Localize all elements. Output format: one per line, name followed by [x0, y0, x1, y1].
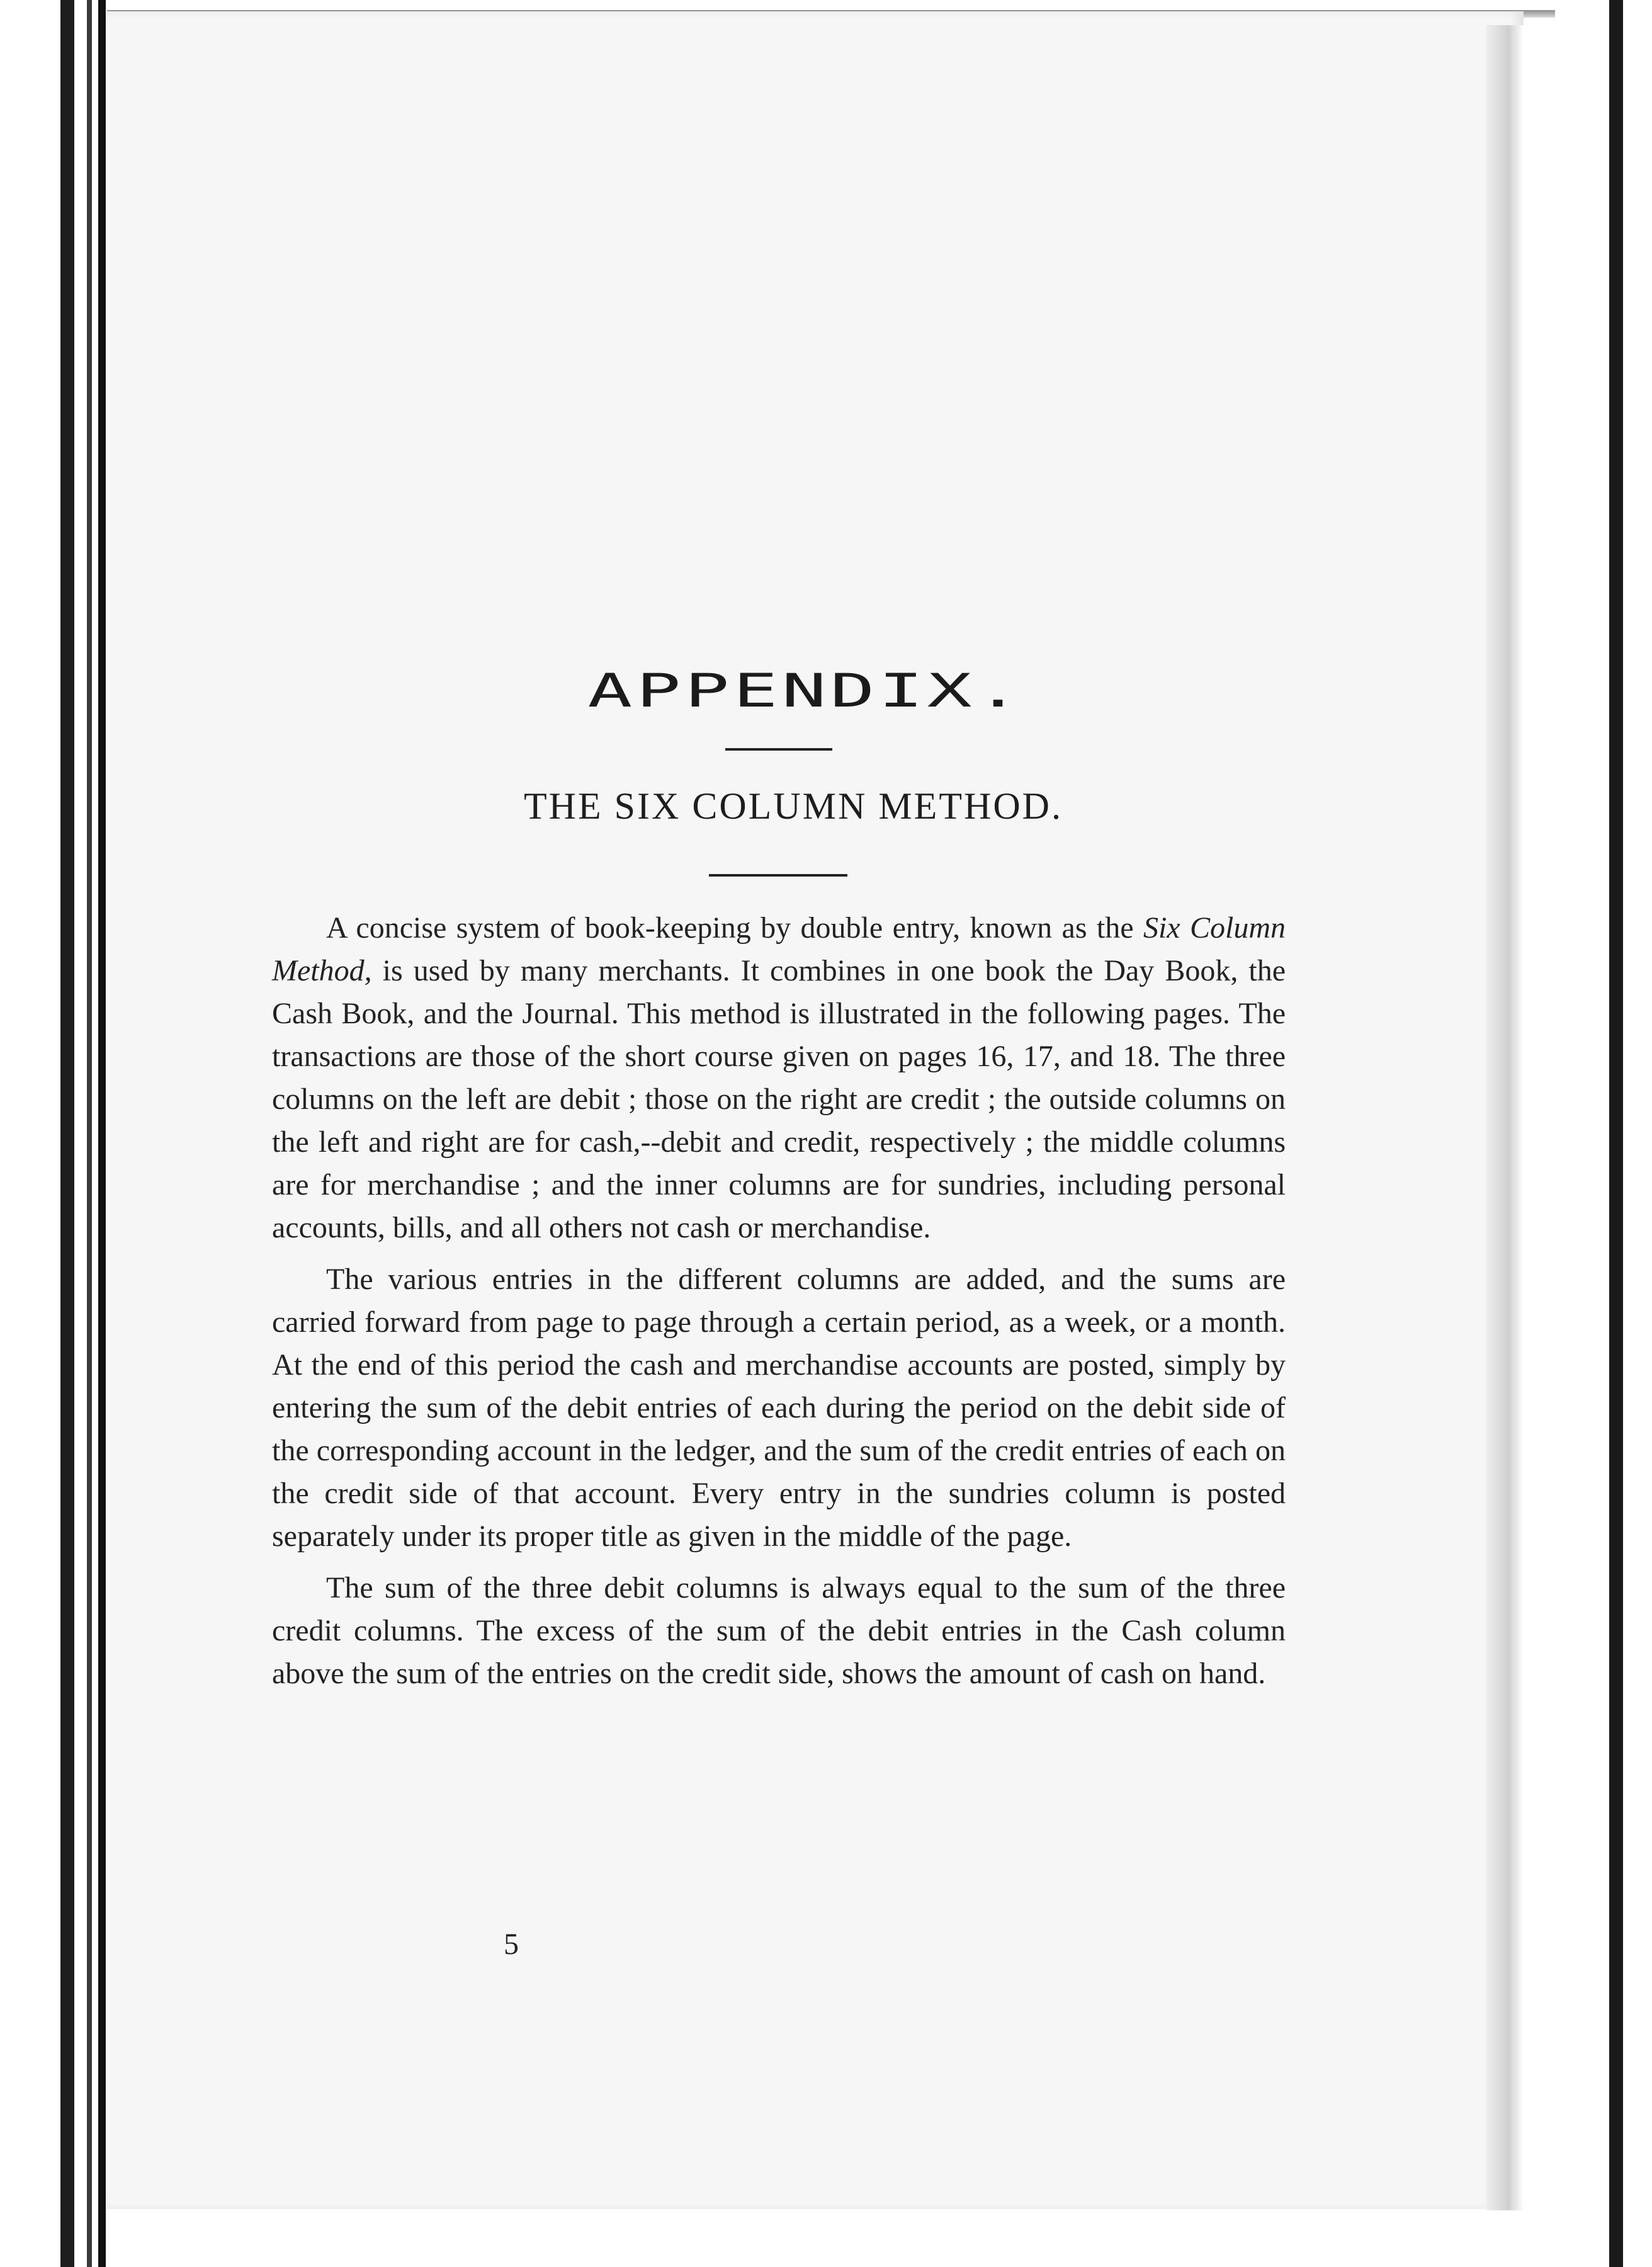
page-right-edge — [1486, 25, 1524, 2210]
binding-stripe — [60, 0, 74, 2267]
paragraph-1-lead: A concise system of book-keeping by double entry, known as the — [326, 911, 1134, 945]
title-rule — [725, 748, 832, 751]
paragraph-2: The various entries in the different columns are added, and the sums are carried forward from page to page through a certain period, as a week, or a month. At the end of this period the cash and merchandise accounts are posted, simply by entering the sum of the debit entries of each during the period on the debit side of the corresponding account in the ledger, and the sum of the credit entries of each on the credit side of that account. Every entry in the sundries column is posted separately under its proper title as given in the middle of the page. — [272, 1263, 1286, 1553]
section-subtitle: THE SIX COLUMN METHOD. — [524, 785, 1063, 827]
paragraph-1-rest: is used by many merchants. It combines in one book the Day Book, the Cash Book, and the Journal. This method is illustrated in the following pages. The transactions are those of the short course given on pages 16, 17, and 18. The three columns on the left are debit ; those on the right are credit ; the outside columns on the left and right are for cash,--debit and credit, respectively ; the middle columns are for merchandise ; and the inner columns are for sundries, including personal accounts, bills, and all others not cash or merchandise. — [272, 954, 1286, 1244]
binding-stripe — [87, 0, 92, 2267]
paragraph-1 — [272, 907, 1286, 1249]
method-name: Six Column Method, — [272, 911, 1286, 987]
body-text — [272, 907, 1286, 1704]
subtitle-rule — [709, 874, 847, 877]
page-number: 5 — [504, 1928, 519, 1961]
paragraph-3: The sum of the three debit columns is always equal to the sum of the three credit columns. The excess of the sum of the debit entries in the Cash column above the sum of the entries on the credit side, shows the amount of cash on hand. — [272, 1571, 1286, 1690]
scan-right-border — [1609, 0, 1623, 2267]
binding-stripe — [98, 0, 106, 2267]
page-title: APPENDIX. — [587, 663, 1024, 718]
